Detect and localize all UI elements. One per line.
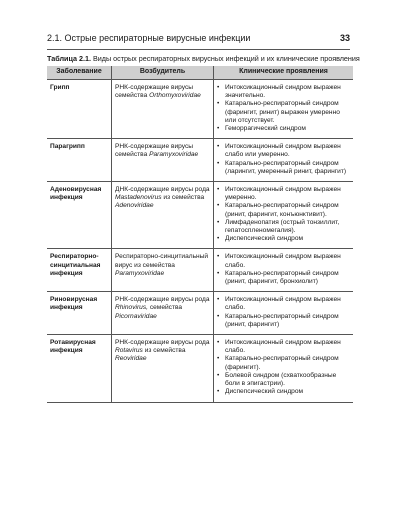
table-row [47, 335, 353, 402]
disease-cell: Аденовирусная инфекция [47, 182, 112, 249]
table-row [47, 182, 353, 249]
disease-cell: Грипп [47, 80, 112, 139]
manifestations-cell [214, 139, 354, 182]
manifestation-item: • Катарально-респираторный синдром (ринит, фарингит, конъюнктивит). [217, 202, 350, 218]
agent-cell [112, 335, 214, 402]
manifestation-item: • Катарально-респираторный синдром (ринит, фарингит, бронхиолит) [217, 270, 350, 286]
agent-latin-name: Orthomyxoviridae [149, 92, 201, 100]
manifestations-list [217, 296, 350, 329]
section-title: 2.1. Острые респираторные вирусные инфекции [47, 33, 251, 43]
agent-text: из семейства [144, 347, 186, 355]
manifestation-item: • Диспепсический синдром [217, 388, 350, 396]
agent-latin-name: Rotavirus [115, 347, 143, 355]
agent-text: РНК-содержащие вирусы семейства [115, 84, 193, 100]
manifestations-list [217, 84, 350, 133]
table-row [47, 292, 353, 335]
manifestations-cell [214, 80, 354, 139]
table-caption [47, 54, 360, 63]
manifestations-list [217, 339, 350, 396]
table-caption-label: Таблица 2.1. [47, 54, 91, 63]
agent-latin-name: Paramyxoviridae [115, 269, 165, 277]
manifestations-list [217, 143, 350, 176]
disease-cell: Респираторно-синцитиальная инфекция [47, 249, 112, 292]
table-header-row [47, 66, 353, 80]
column-header-agent: Возбудитель [112, 66, 214, 80]
agent-text: Респираторно-синцитиальный вирус из семейства [115, 253, 209, 269]
manifestation-item: • Интоксикационный синдром выражен слабо или умеренно. [217, 143, 350, 159]
disease-cell: Парагрипп [47, 139, 112, 182]
manifestation-item: • Катарально-респираторный синдром (фарингит). [217, 355, 350, 371]
agent-text: РНК-содержащие вирусы рода [115, 296, 210, 304]
disease-cell: Риновирусная инфекция [47, 292, 112, 335]
manifestation-item: • Интоксикационный синдром выражен слабо. [217, 253, 350, 269]
manifestation-item: • Интоксикационный синдром выражен слабо. [217, 339, 350, 355]
manifestations-list [217, 186, 350, 243]
agent-latin-name: Mastadenovirus [115, 194, 162, 202]
table-row [47, 139, 353, 182]
column-header-manifestations: Клинические проявления [214, 66, 354, 80]
table-caption-text: Виды острых респираторных вирусных инфекций и их клинические проявления [92, 54, 360, 63]
agent-cell [112, 292, 214, 335]
ari-table [47, 66, 353, 403]
agent-cell [112, 139, 214, 182]
manifestation-item: • Катарально-респираторный синдром (ринит, фарингит) [217, 313, 350, 329]
disease-cell: Ротавирусная инфекция [47, 335, 112, 402]
agent-latin-name: Picornaviridae [115, 312, 157, 320]
manifestation-item: • Катарально-респираторный синдром (фарингит, ринит) выражен умеренно или отсутствует. [217, 100, 350, 125]
agent-text: семейства [149, 304, 183, 312]
agent-cell [112, 249, 214, 292]
manifestation-item: • Геморрагический синдром [217, 125, 350, 133]
manifestation-item: • Болевой синдром (схваткообразные боли в эпигастрии). [217, 372, 350, 388]
manifestation-item: • Интоксикационный синдром выражен значительно. [217, 84, 350, 100]
table-row [47, 249, 353, 292]
agent-text: ДНК-содержащие вирусы рода [115, 186, 210, 194]
page-number: 33 [339, 33, 350, 43]
manifestations-list [217, 253, 350, 286]
agent-cell [112, 182, 214, 249]
manifestation-item: • Интоксикационный синдром выражен слабо. [217, 296, 350, 312]
agent-latin-name: Rhinovirus, [115, 304, 148, 312]
agent-latin-name: Paramyxoviridae [149, 151, 199, 159]
manifestations-cell [214, 182, 354, 249]
agent-latin-name: Reoviridae [115, 355, 147, 363]
column-header-disease: Заболевание [47, 66, 112, 80]
manifestation-item: • Лимфаденопатия (острый тонзиллит, гепатоспленомегалия). [217, 219, 350, 235]
agent-text: РНК-содержащие вирусы рода [115, 339, 210, 347]
agent-text: из семейства [163, 194, 205, 202]
agent-latin-name: Adenoviridae [115, 202, 154, 210]
manifestation-item: • Интоксикационный синдром выражен умеренно. [217, 186, 350, 202]
manifestations-cell [214, 249, 354, 292]
manifestations-cell [214, 335, 354, 402]
manifestations-cell [214, 292, 354, 335]
running-header [47, 33, 350, 50]
manifestation-item: • Диспепсический синдром [217, 235, 350, 243]
manifestation-item: • Катарально-респираторный синдром (ларингит, умеренный ринит, фарингит) [217, 160, 350, 176]
agent-text: РНК-содержащие вирусы семейства [115, 143, 193, 159]
table-row [47, 80, 353, 139]
agent-cell [112, 80, 214, 139]
